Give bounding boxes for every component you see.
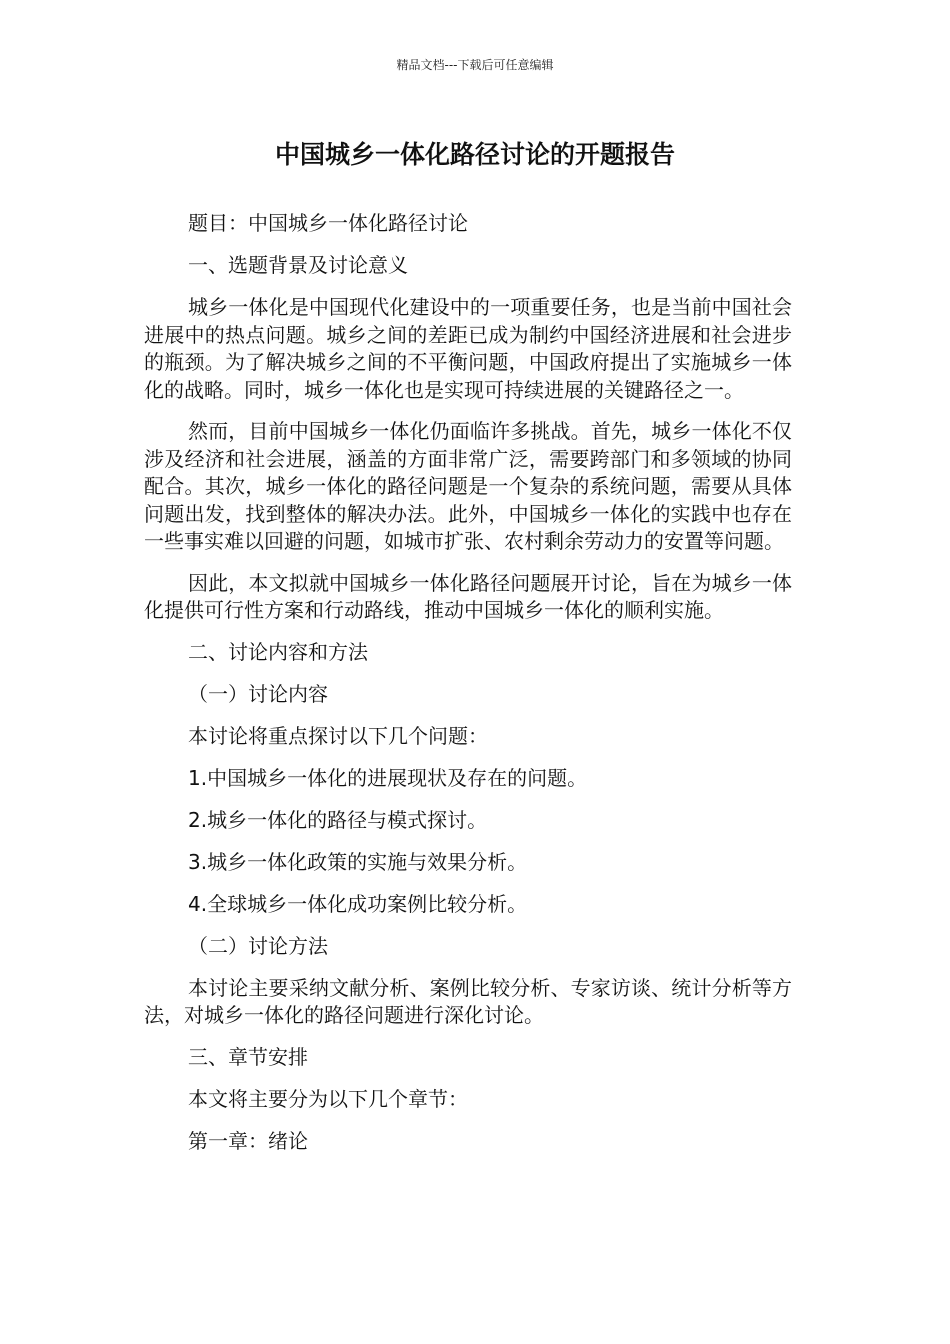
section1-paragraph-2: 然而，目前中国城乡一体化仍面临许多挑战。首先，城乡一体化不仅涉及经济和社会进展，涵盖的方面非常广泛，需要跨部门和多领域的协同配合。其次，城乡一体化的路径问题是一个复杂的系统问题，需要从具体问题出发，找到整体的解决办法。此外，中国城乡一体化的实践中也存在一些事实难以回避的问题，如城市扩张、农村剩余劳动力的安置等问题。 [144, 419, 792, 553]
section2-methods-paragraph: 本讨论主要采纳文献分析、案例比较分析、专家访谈、统计分析等方法，对城乡一体化的路径问题进行深化讨论。 [144, 975, 792, 1027]
section1-heading: 一、选题背景及讨论意义 [188, 253, 408, 277]
topic-line: 题目：中国城乡一体化路径讨论 [188, 211, 468, 235]
list-item: 2.城乡一体化的路径与模式探讨。 [188, 807, 488, 832]
document-title: 中国城乡一体化路径讨论的开题报告 [274, 140, 675, 169]
section1-paragraph-1: 城乡一体化是中国现代化建设中的一项重要任务，也是当前中国社会进展中的热点问题。城乡之间的差距已成为制约中国经济进展和社会进步的瓶颈。为了解决城乡之间的不平衡问题，中国政府提出了实施城乡一体化的战略。同时，城乡一体化也是实现可持续进展的关键路径之一。 [144, 295, 792, 402]
section3-chapter-1: 第一章：绪论 [188, 1128, 308, 1153]
list-item: 4.全球城乡一体化成功案例比较分析。 [188, 891, 528, 916]
list-item: 3.城乡一体化政策的实施与效果分析。 [188, 849, 528, 874]
section3-heading: 三、章节安排 [188, 1044, 308, 1069]
section2-intro: 本讨论将重点探讨以下几个问题： [188, 723, 488, 748]
page-header-watermark: 精品文档---下载后可任意编辑 [396, 58, 554, 72]
list-item: 1.中国城乡一体化的进展现状及存在的问题。 [188, 765, 588, 790]
section2-subheading-methods: （二）讨论方法 [188, 933, 328, 958]
section3-intro: 本文将主要分为以下几个章节： [188, 1086, 468, 1111]
section1-paragraph-3: 因此，本文拟就中国城乡一体化路径问题展开讨论，旨在为城乡一体化提供可行性方案和行动路线，推动中国城乡一体化的顺利实施。 [144, 570, 792, 622]
document-body [144, 210, 792, 1156]
section2-subheading-content: （一）讨论内容 [188, 681, 328, 706]
section2-heading: 二、讨论内容和方法 [188, 639, 368, 664]
